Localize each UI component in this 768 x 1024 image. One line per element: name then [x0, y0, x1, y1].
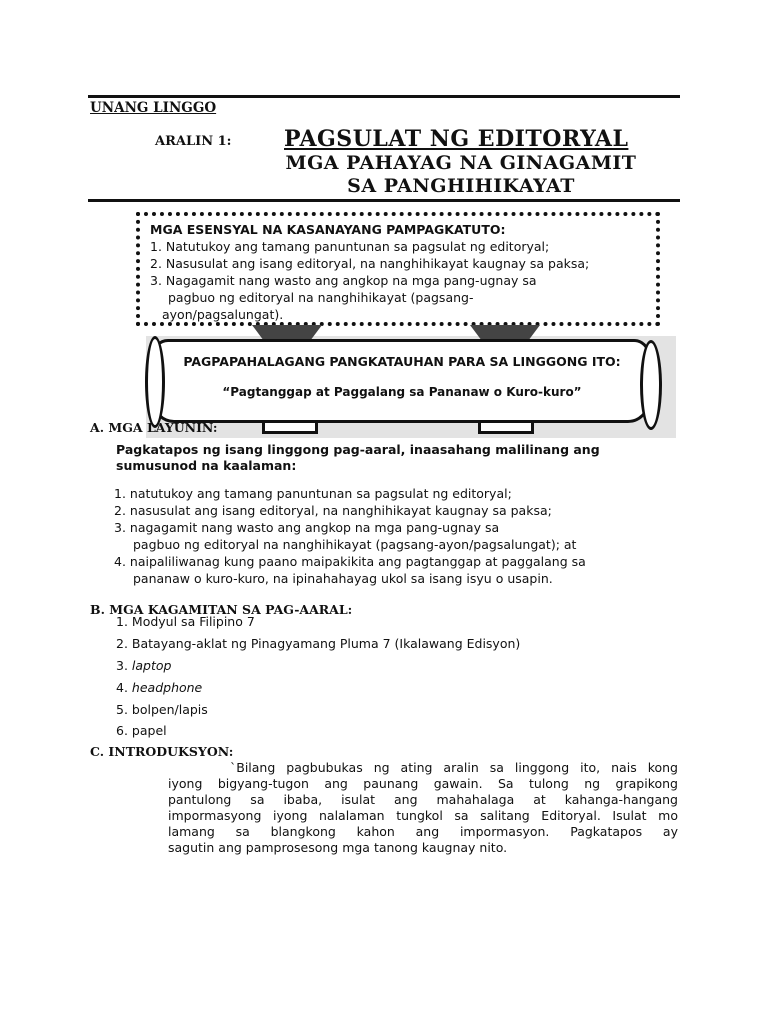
- paragraph-line: lamang sa blangkong kahon ang impormasyon. Pagkatapos ay: [168, 824, 678, 839]
- essentials-heading: MGA ESENSYAL NA KASANAYANG PAMPAGKATUTO:: [150, 222, 506, 237]
- scroll-curl-right: [640, 340, 662, 430]
- week-label: UNANG LINGGO: [90, 100, 217, 116]
- list-item: 2. nasusulat ang isang editoryal, na nanghihikayat kaugnay sa paksa;: [114, 503, 552, 518]
- header-rule: [88, 199, 680, 202]
- banner-quote: “Pagtanggap at Paggalang sa Pananaw o Kuro-kuro”: [222, 385, 582, 399]
- material-text: Modyul sa Filipino 7: [131, 614, 255, 629]
- section-a-title: A. MGA LAYUNIN:: [90, 420, 218, 435]
- lesson-subtitle: [262, 152, 660, 198]
- list-item: 4. naipaliliwanag kung paano maipakikita ang pagtanggap at paggalang sa: [114, 554, 586, 569]
- material-item: [116, 658, 171, 673]
- section-c-title: C. INTRODUKSYON:: [90, 744, 234, 759]
- material-item: [116, 723, 167, 738]
- banner-hanger: [252, 325, 322, 339]
- banner-heading: PAGPAPAHALAGANG PANGKATAUHAN PARA SA LINGGONG ITO:: [183, 354, 621, 369]
- objectives-list: [114, 485, 586, 587]
- paragraph-line: iyong bigyang-tugon ang paunang gawain. Sa tulong ng grapikong: [168, 776, 678, 791]
- banner-scroll: [152, 339, 650, 423]
- intro-line: Pagkatapos ng isang linggong pag-aaral, inaasahang malilinang ang: [116, 442, 600, 457]
- material-num: 4.: [116, 680, 128, 695]
- essentials-item: ayon/pagsalungat).: [162, 307, 284, 322]
- paragraph-line: impormasyong iyong nalalaman tungkol sa salitang Editoryal. Isulat mo: [168, 808, 678, 823]
- material-text: bolpen/lapis: [131, 702, 208, 717]
- banner-hanger: [470, 325, 540, 339]
- essentials-item: 2. Nasusulat ang isang editoryal, na nanghihikayat kaugnay sa paksa;: [150, 256, 590, 271]
- material-item: [116, 680, 202, 695]
- section-b-title: B. MGA KAGAMITAN SA PAG-AARAL:: [90, 602, 353, 617]
- list-item: 1. natutukoy ang tamang panuntunan sa pagsulat ng editoryal;: [114, 486, 512, 501]
- essentials-box: [136, 212, 660, 326]
- material-num: 1.: [116, 614, 128, 629]
- lesson-label: ARALIN 1:: [155, 134, 232, 149]
- material-text: laptop: [131, 658, 172, 673]
- paragraph-line: pantulong sa ibaba, isulat ang mahahalaga at kahanga-hangang: [168, 792, 678, 807]
- material-text: headphone: [131, 680, 203, 695]
- paragraph-line: sagutin ang pamprosesong mga tanong kaugnay nito.: [168, 840, 508, 855]
- section-a-intro: [116, 442, 636, 474]
- material-item: [116, 636, 520, 651]
- material-num: 2.: [116, 636, 128, 651]
- subtitle-line-2: SA PANGHIHIKAYAT: [347, 175, 575, 197]
- list-item: pagbuo ng editoryal na nanghihikayat (pagsang-ayon/pagsalungat); at: [133, 537, 577, 552]
- subtitle-line-1: MGA PAHAYAG NA GINAGAMIT: [285, 152, 637, 174]
- list-item: pananaw o kuro-kuro, na ipinahahayag ukol sa isang isyu o usapin.: [133, 571, 553, 586]
- material-num: 5.: [116, 702, 128, 717]
- material-text: Batayang-aklat ng Pinagyamang Pluma 7 (Ikalawang Edisyon): [131, 636, 521, 651]
- intro-line: sumusunod na kaalaman:: [116, 458, 297, 473]
- material-text: papel: [131, 723, 167, 738]
- paragraph-line: `Bilang pagbubukas ng ating aralin sa linggong ito, nais kong: [230, 760, 678, 775]
- introduction-paragraph: [168, 760, 678, 856]
- top-rule: [88, 95, 680, 98]
- material-item: [116, 614, 255, 629]
- material-num: 6.: [116, 723, 128, 738]
- material-item: [116, 702, 208, 717]
- essentials-item: 3. Nagagamit nang wasto ang angkop na mga pang-ugnay sa: [150, 273, 537, 288]
- essentials-item: 1. Natutukoy ang tamang panuntunan sa pagsulat ng editoryal;: [150, 239, 550, 254]
- scroll-curl-left: [145, 336, 165, 428]
- list-item: 3. nagagamit nang wasto ang angkop na mga pang-ugnay sa: [114, 520, 500, 535]
- essentials-item: pagbuo ng editoryal na nanghihikayat (pagsang-: [168, 290, 474, 305]
- material-num: 3.: [116, 658, 128, 673]
- lesson-title: PAGSULAT NG EDITORYAL: [284, 126, 629, 152]
